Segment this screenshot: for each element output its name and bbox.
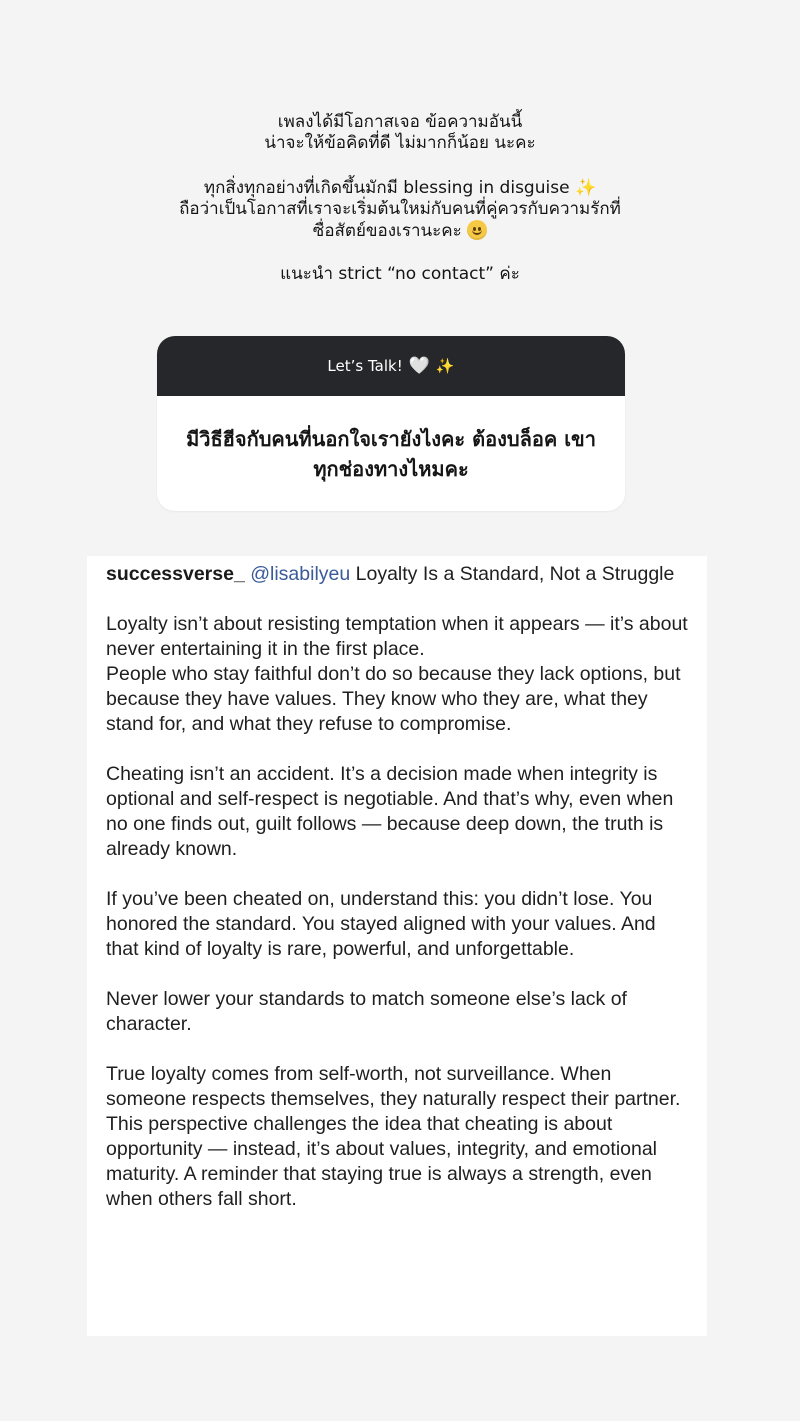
- sparkle-icon: ✨: [435, 357, 455, 375]
- sparkle-icon: ✨: [574, 178, 597, 198]
- caption-line: [0, 178, 800, 199]
- quoted-post: [87, 556, 707, 1336]
- post-mention[interactable]: @lisabilyeu: [250, 563, 351, 585]
- post-paragraph: Loyalty isn’t about resisting temptation when it appears — it’s about never entertaining it in the first place.: [106, 613, 688, 660]
- caption-line: ถือว่าเป็นโอกาสที่เราจะเริ่มต้นใหม่กับคนที่คู่ควรกับความรักที่: [179, 199, 621, 219]
- post-title: Loyalty Is a Standard, Not a Struggle: [350, 563, 675, 585]
- question-text: มีวิธีฮีจกับคนที่นอกใจเรายังไงคะ ต้องบล็อค เขาทุกช่องทางไหมคะ: [186, 426, 596, 481]
- post-paragraph: Never lower your standards to match someone else’s lack of character.: [106, 988, 627, 1035]
- post-username[interactable]: successverse_: [106, 563, 245, 585]
- question-sticker[interactable]: [157, 336, 625, 511]
- post-paragraph: Cheating isn’t an accident. It’s a decision made when integrity is optional and self-respect is negotiable. And that’s why, even when no one finds out, guilt follows — because deep down, the truth is already known.: [106, 763, 674, 860]
- caption-line: เพลงได้มีโอกาสเจอ ข้อความอันนี้: [277, 112, 523, 132]
- post-paragraph: People who stay faithful don’t do so because they lack options, but because they have values. They know who they are, what they stand for, and what they refuse to compromise.: [106, 663, 681, 735]
- post-paragraph: If you’ve been cheated on, understand this: you didn’t lose. You honored the standard. You stayed aligned with your values. And that kind of loyalty is rare, powerful, and unforgettable.: [106, 888, 656, 960]
- smile-emoji-icon: [467, 220, 487, 240]
- caption-line: แนะนำ strict “no contact” ค่ะ: [280, 264, 520, 284]
- caption-line: [0, 220, 800, 242]
- white-heart-icon: 🤍: [408, 356, 430, 376]
- story-caption: [0, 112, 800, 285]
- question-sticker-title: Let’s Talk!: [327, 357, 403, 375]
- post-paragraph: True loyalty comes from self-worth, not surveillance. When someone respects themselves, they naturally respect their partner. This perspective challenges the idea that cheating is about opportunity — instead, it’s about values, integrity, and emotional maturity. A reminder that staying true is always a strength, even when others fall short.: [106, 1063, 681, 1210]
- caption-text: ซื่อสัตย์ของเรานะคะ: [312, 221, 462, 241]
- caption-line: น่าจะให้ข้อคิดที่ดี ไม่มากก็น้อย นะคะ: [264, 133, 536, 153]
- caption-text: ทุกสิ่งทุกอย่างที่เกิดขึ้นมักมี blessing in disguise: [203, 178, 570, 198]
- question-sticker-header: [157, 336, 625, 396]
- post-header: [106, 562, 689, 587]
